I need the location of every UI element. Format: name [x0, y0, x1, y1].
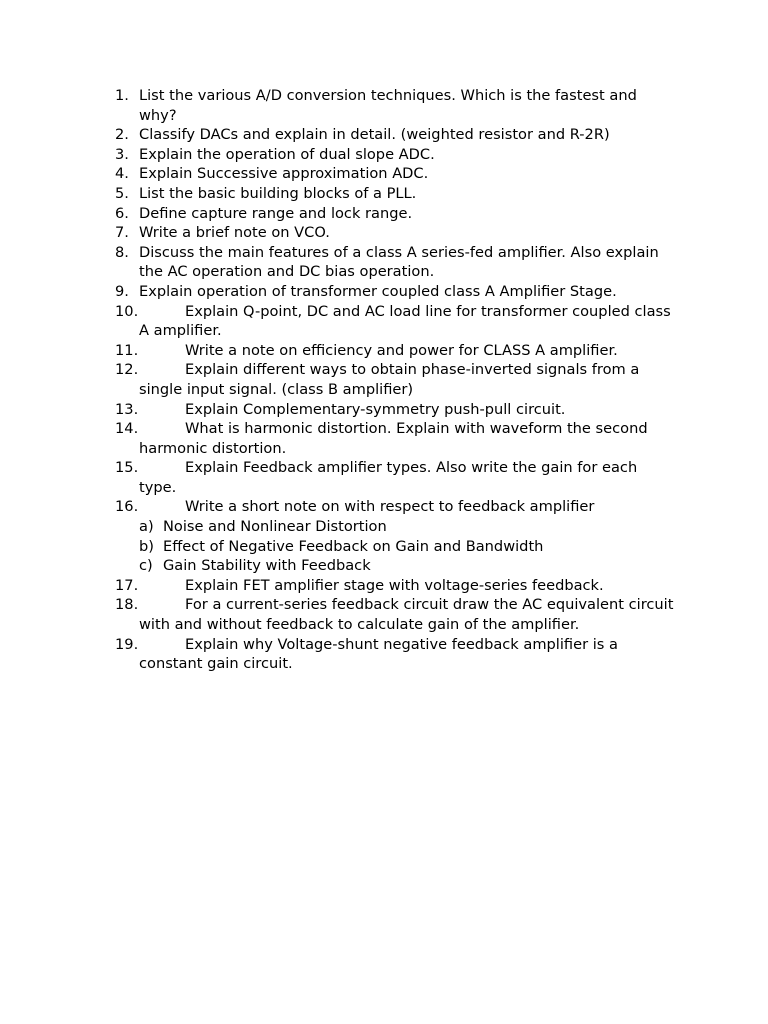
item-text: Explain Complementary-symmetry push-pull circuit.	[185, 400, 566, 418]
sub-item-text: Gain Stability with Feedback	[163, 557, 371, 575]
item-text: Explain why Voltage-shunt negative feedback amplifier is a constant gain circuit.	[139, 635, 618, 673]
list-item	[115, 282, 675, 302]
item-number: 4.	[115, 165, 129, 183]
item-number: 15.	[115, 459, 139, 477]
item-number: 1.	[115, 87, 129, 104]
item-number: 18.	[115, 596, 139, 614]
item-number: 5.	[115, 184, 129, 202]
item-text: List the various A/D conversion techniques. Which is the fastest and why?	[139, 87, 637, 124]
item-text: Explain Q-point, DC and AC load line for transformer coupled class A amplifier.	[139, 302, 671, 340]
item-number: 11.	[115, 341, 139, 359]
list-item	[115, 86, 675, 125]
item-number: 16.	[115, 498, 139, 516]
list-item	[115, 164, 675, 184]
item-number: 13.	[115, 400, 139, 418]
list-item	[115, 576, 675, 596]
item-text: Classify DACs and explain in detail. (weighted resistor and R-2R)	[139, 126, 610, 144]
item-text: Explain the operation of dual slope ADC.	[139, 145, 435, 163]
sub-item-letter: b)	[139, 537, 154, 555]
item-text: List the basic building blocks of a PLL.	[139, 184, 417, 202]
list-item	[115, 360, 675, 399]
sub-item-text: Noise and Nonlinear Distortion	[163, 518, 387, 536]
list-item	[115, 204, 675, 224]
sub-item-letter: c)	[139, 557, 153, 575]
item-number: 3.	[115, 145, 129, 163]
item-text: Explain Feedback amplifier types. Also write the gain for each type.	[139, 459, 638, 496]
item-number: 17.	[115, 576, 139, 594]
item-number: 14.	[115, 420, 139, 438]
item-text: Write a short note on with respect to feedback amplifier	[185, 498, 595, 516]
sub-item-letter: a)	[139, 518, 154, 536]
list-item	[115, 419, 675, 458]
item-number: 8.	[115, 243, 129, 261]
item-text: Explain Successive approximation ADC.	[139, 165, 429, 183]
list-item	[115, 458, 675, 497]
item-text: Define capture range and lock range.	[139, 204, 413, 222]
item-number: 7.	[115, 224, 129, 242]
item-text: What is harmonic distortion. Explain with waveform the second harmonic distortion.	[139, 420, 648, 457]
list-item	[115, 223, 675, 243]
list-item	[115, 145, 675, 165]
item-number: 12.	[115, 361, 139, 379]
list-item	[115, 184, 675, 204]
item-number: 10.	[115, 302, 139, 320]
list-item	[115, 341, 675, 361]
item-text: For a current-series feedback circuit draw the AC equivalent circuit with and without feedback to calculate gain of the amplifier.	[139, 596, 674, 634]
question-list	[115, 86, 675, 674]
list-item	[115, 595, 675, 634]
item-number: 6.	[115, 204, 129, 222]
item-text: Explain FET amplifier stage with voltage-series feedback.	[185, 576, 604, 594]
list-item	[115, 302, 675, 341]
list-item	[115, 497, 675, 517]
item-number: 2.	[115, 126, 129, 144]
list-item	[115, 243, 675, 282]
item-text: Explain operation of transformer coupled class A Amplifier Stage.	[139, 282, 617, 300]
item-number: 9.	[115, 282, 129, 300]
item-text: Write a note on efficiency and power for CLASS A amplifier.	[185, 341, 618, 359]
sub-item-text: Effect of Negative Feedback on Gain and Bandwidth	[163, 537, 544, 555]
list-item	[115, 400, 675, 420]
sub-list-item	[115, 556, 675, 576]
sub-list-item	[115, 517, 675, 537]
item-text: Discuss the main features of a class A series-fed amplifier. Also explain the AC operation and DC bias operation.	[139, 243, 659, 281]
item-number: 19.	[115, 635, 139, 653]
item-text: Explain different ways to obtain phase-inverted signals from a single input signal. (class B amplifier)	[139, 361, 640, 398]
item-text: Write a brief note on VCO.	[139, 224, 330, 242]
list-item	[115, 125, 675, 145]
sub-list-item	[115, 537, 675, 557]
list-item	[115, 635, 675, 674]
